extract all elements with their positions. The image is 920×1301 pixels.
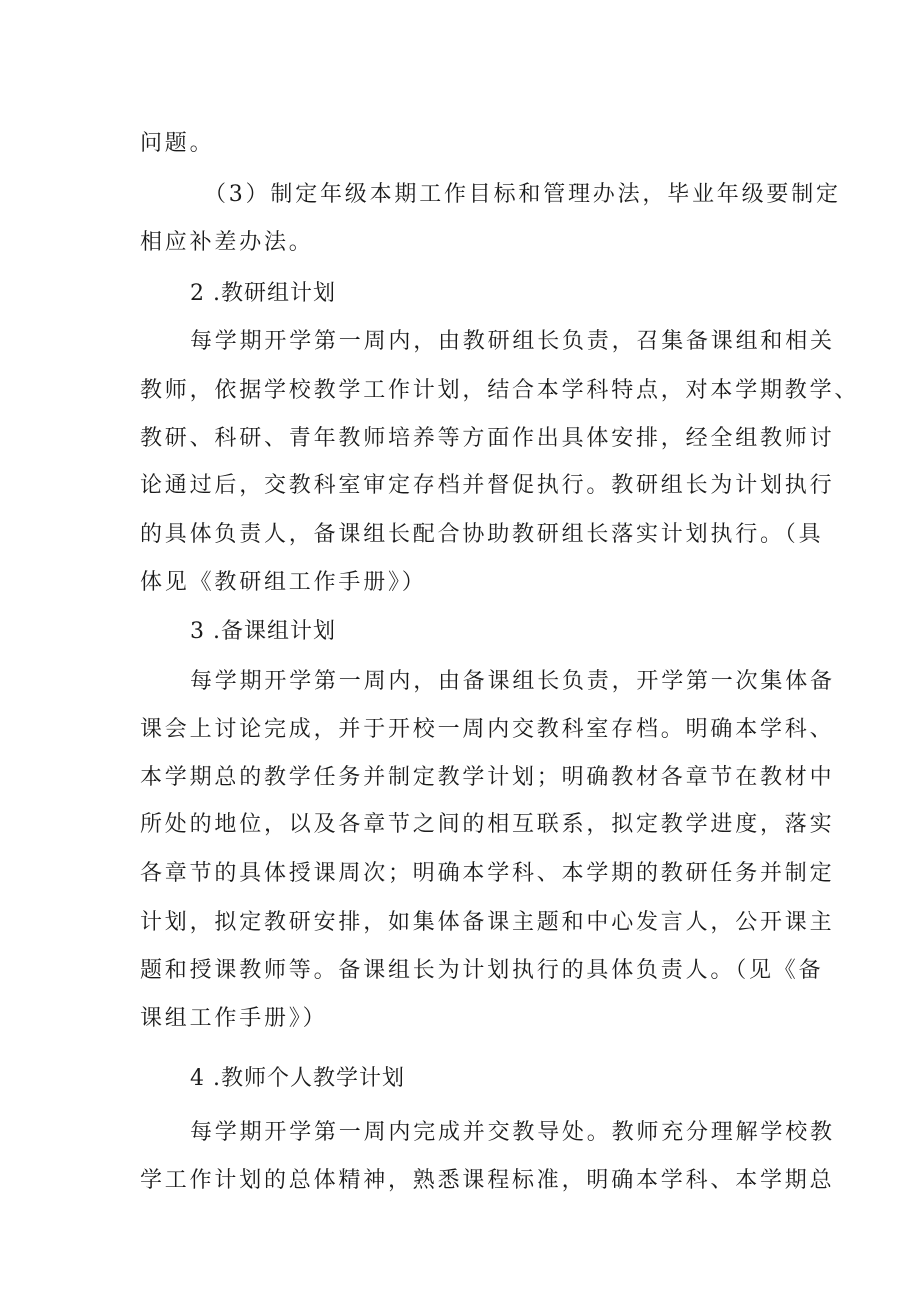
text-line: 体见《教研组工作手册》） [140,570,427,595]
text-line: 课会上讨论完成，并于开校一周内交教科室存档。明确本学科、 [140,717,835,742]
text-line: 的具体负责人，备课组长配合协助教研组长落实计划执行。（具 [140,522,824,547]
text-line: 论通过后，交教科室审定存档并督促执行。教研组长为计划执行 [140,473,835,498]
text-line: 每学期开学第一周内完成并交教导处。教师充分理解学校教 [190,1120,835,1145]
text-line: 问题。 [140,131,215,156]
section-heading-4: 4 .教师个人教学计划 [190,1066,405,1091]
text-line: 教研、科研、青年教师培养等方面作出具体安排，经全组教师讨 [140,426,835,451]
text-line: 学工作计划的总体精神，熟悉课程标准，明确本学科、本学期总 [140,1168,835,1193]
text-line: 课组工作手册》） [140,1006,328,1031]
section-heading-2: 2 .教研组计划 [190,281,336,306]
text-line: 每学期开学第一周内，由备课组长负责，开学第一次集体备 [190,669,835,694]
section-heading-3: 3 .备课组计划 [190,619,336,644]
text-line: 各章节的具体授课周次；明确本学科、本学期的教研任务并制定 [140,861,835,886]
text-line: 教师，依据学校教学工作计划，结合本学科特点，对本学期教学、 [140,378,860,403]
text-line: （3）制定年级本期工作目标和管理办法，毕业年级要制定 [204,182,841,207]
text-line: 相应补差办法。 [140,230,314,255]
text-line: 所处的地位，以及各章节之间的相互联系，拟定教学进度，落实 [140,812,835,837]
text-line: 题和授课教师等。备课组长为计划执行的具体负责人。（见《备 [140,958,824,983]
text-line: 每学期开学第一周内，由教研组长负责，召集备课组和相关 [190,329,835,354]
text-line: 本学期总的教学任务并制定教学计划；明确教材各章节在教材中 [140,765,835,790]
text-line: 计划，拟定教研安排，如集体备课主题和中心发言人，公开课主 [140,910,835,935]
